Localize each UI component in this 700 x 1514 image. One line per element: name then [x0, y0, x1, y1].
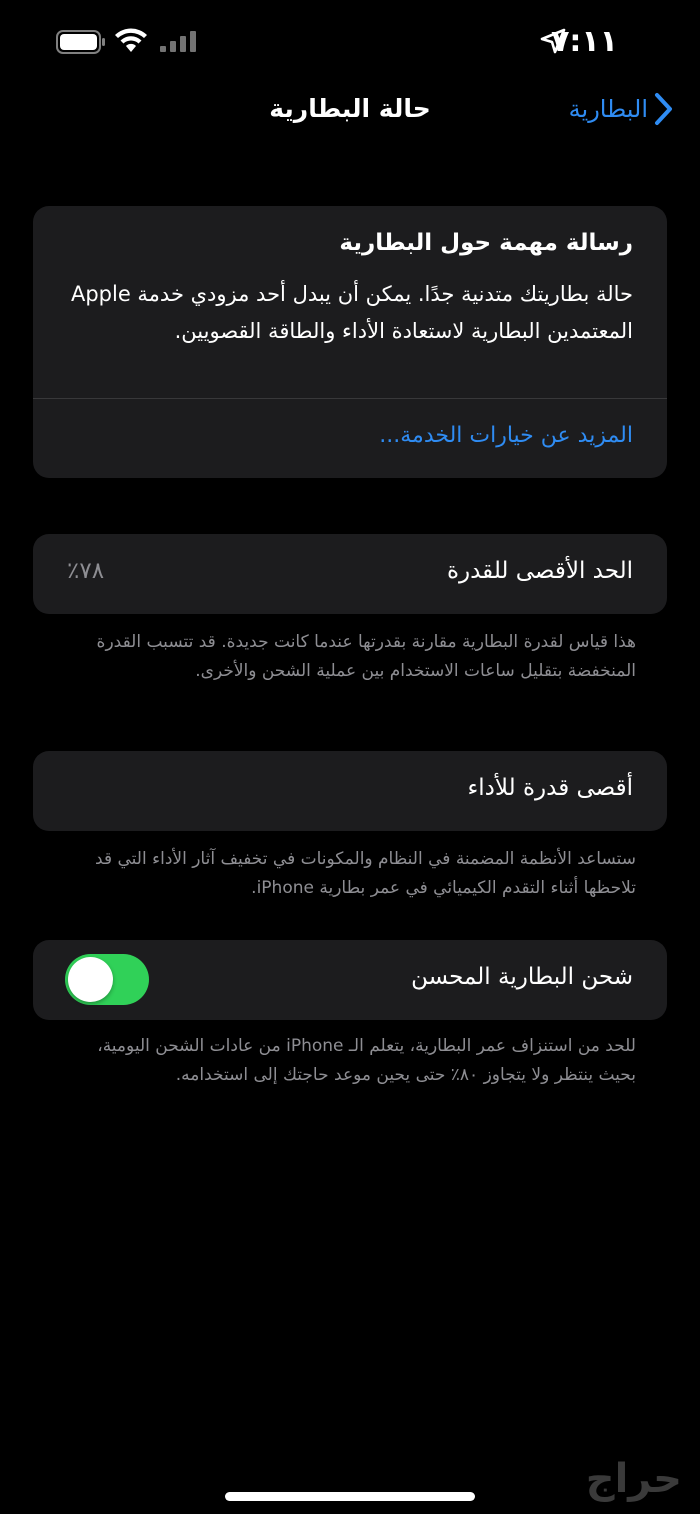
navigation-bar	[0, 84, 700, 140]
optimized-charging-row	[33, 940, 667, 1020]
max-capacity-row	[33, 534, 667, 614]
peak-performance-footnote: ستساعد الأنظمة المضمنة في النظام والمكونات في تخفيف آثار الأداء التي قد تلاحظها أثناء التقدم الكيميائي في عمر بطارية iPhone.	[95, 849, 636, 898]
optimized-charging-footnote: للحد من استنزاف عمر البطارية، يتعلم الـ iPhone من عادات الشحن اليومية، بحيث ينتظر ولا يتجاوز ٨٠٪ حتى يحين موعد حاجتك إلى استخدامه.	[97, 1036, 636, 1085]
chevron-right-icon	[654, 92, 674, 126]
cellular-signal-icon	[158, 30, 198, 54]
max-capacity-value: ٧٨٪	[67, 558, 105, 584]
page-title: حالة البطارية	[269, 94, 431, 123]
battery-icon	[56, 30, 106, 54]
divider	[33, 398, 667, 399]
message-body: حالة بطاريتك متدنية جدًا. يمكن أن يبدل أحد مزودي خدمة Apple المعتمدين البطارية لاستعادة الأداء والطاقة القصويين.	[70, 282, 633, 343]
optimized-charging-toggle[interactable]	[65, 954, 149, 1005]
optimized-charging-label: شحن البطارية المحسن	[411, 964, 633, 990]
watermark-logo: حراج	[585, 1456, 682, 1502]
wifi-icon	[114, 26, 148, 54]
max-capacity-footnote: هذا قياس لقدرة البطارية مقارنة بقدرتها عندما كانت جديدة. قد تتسبب القدرة المنخفضة بتقليل ساعات الاستخدام بين عملية الشحن والأخرى.	[96, 632, 636, 681]
status-bar	[0, 0, 700, 84]
peak-performance-row	[33, 751, 667, 831]
peak-performance-label: أقصى قدرة للأداء	[467, 775, 633, 801]
toggle-knob	[68, 957, 113, 1002]
back-button[interactable]	[569, 92, 674, 126]
message-title: رسالة مهمة حول البطارية	[339, 230, 633, 256]
home-indicator[interactable]	[225, 1492, 475, 1501]
max-capacity-label: الحد الأقصى للقدرة	[446, 558, 633, 584]
service-options-link[interactable]: المزيد عن خيارات الخدمة...	[379, 423, 633, 448]
status-time: ٧:١١	[551, 24, 618, 59]
important-message-card	[33, 206, 667, 478]
back-button-label: البطارية	[568, 95, 648, 123]
